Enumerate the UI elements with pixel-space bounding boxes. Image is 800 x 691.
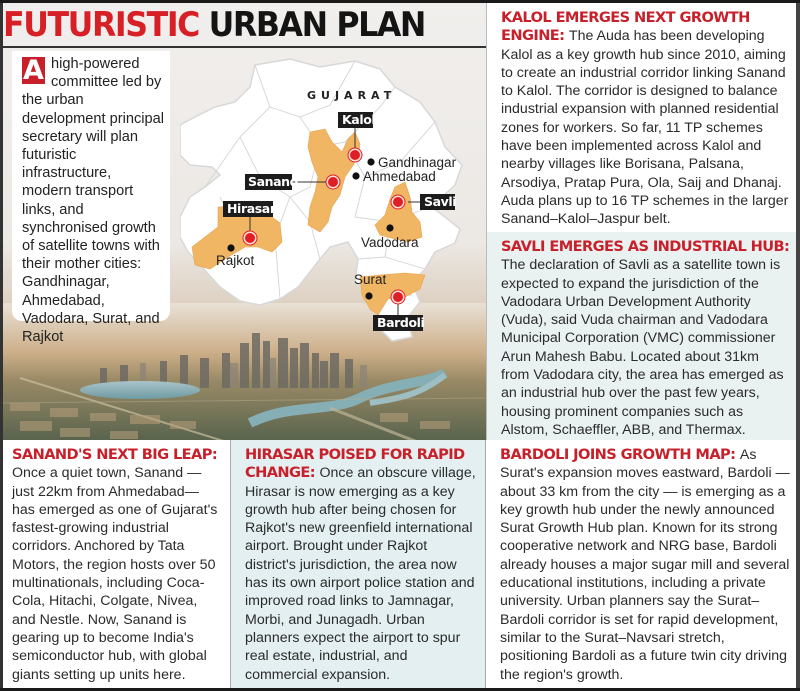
panel-bardoli <box>486 440 800 688</box>
marker-hirasar <box>243 231 257 245</box>
intro-text: high-powered committee led by the urban development principal secretary will plan futuristic infrastructure, modern transport links, and synchronised growth of satellite towns with their mother cities: Gandhinagar, Ahmedabad, Vadodara, Surat, and Rajkot <box>22 56 164 346</box>
heading-bardoli: BARDOLI JOINS GROWTH MAP: <box>500 446 740 463</box>
city-vadodara: Vadodara <box>361 235 419 250</box>
heading-savli: SAVLI EMERGES AS INDUSTRIAL HUB: <box>501 238 790 255</box>
heading-hirasar: HIRASAR POISED FOR RAPID CHANGE: <box>245 446 465 482</box>
graphic-area <box>0 3 486 440</box>
city-rajkot: Rajkot <box>216 253 255 268</box>
heading-sanand: SANAND'S NEXT BIG LEAP: <box>12 446 218 463</box>
city-gandhinagar: Gandhinagar <box>378 155 457 170</box>
marker-bardoli <box>391 290 405 304</box>
title-black-part: URBAN PLAN <box>208 5 426 45</box>
label-sanand: Sanand <box>248 174 299 189</box>
body-savli: The declaration of Savli as a satellite town is expected to expand the jurisdiction of the Vadodara Urban Development Authority (Vuda), said Vuda chairman and Vadodara Municipal Corporation (VMC) commissioner Arun Mahesh Babu. Located about 31km from Vadodara city, the area has emerged as an industrial hub over the past few years, housing prominent companies such as Alstom, Schaeffler, ABB, and Thermax. <box>501 257 784 438</box>
label-savli: Savli <box>424 194 457 209</box>
page-title <box>3 5 425 45</box>
title-red-part: FUTURISTIC <box>3 5 199 45</box>
label-kalol: Kalol <box>342 112 376 127</box>
body-hirasar: Once an obscure village, Hirasar is now emerging as a key growth hub after being chosen for Rajkot's new greenfield international airport. Brought under Rajkot district's jurisdiction, the area now has its own airport police station and improved road links to Jamnagar, Morbi, and Junagadh. Urban planners expect the airport to spur real estate, industrial, and commercial expansion. <box>245 465 476 683</box>
body-bardoli: As Surat's expansion moves eastward, Bardoli — about 33 km from the city — is emerging as a key growth hub under the newly announced Surat Growth Hub plan. Known for its strong cooperative network and NRG base, Bardoli already houses a major sugar mill and several educational institutions, including a private university. Urban planners say the Surat–Bardoli corridor is set for rapid development, similar to the Surat–Navsari stretch, positioning Bardoli as a future twin city driving the region's growth. <box>500 447 790 683</box>
dropcap: A <box>23 55 44 86</box>
title-divider <box>0 46 486 48</box>
left-border <box>0 3 3 688</box>
label-hirasar: Hirasar <box>227 201 276 216</box>
state-label-gujarat: GUJARAT <box>307 89 397 102</box>
marker-sanand <box>326 175 340 189</box>
intro-box <box>12 51 170 346</box>
body-kalol: The Auda has been developing Kalol as a key growth hub since 2010, aiming to create an industrial corridor linking Sanand to Kalol. The corridor is designed to balance industrial expansion with planned residential zones for workers. So far, 11 TP schemes have been implemented across Kalol and nearby villages like Borisana, Palsana, Arsodiya, Pratap Pura, Ola, Saij and Dhanaj. Auda plans up to 16 TP schemes in the larger Sanand–Kalol–Jaspur belt. <box>501 28 789 228</box>
gujarat-map <box>180 47 480 347</box>
panel-sanand <box>0 440 230 688</box>
heading-kalol: KALOL EMERGES NEXT GROWTH ENGINE: <box>501 9 750 45</box>
label-bardoli: Bardoli <box>377 315 425 330</box>
marker-kalol <box>348 148 362 162</box>
right-border <box>796 3 800 688</box>
panel-kalol <box>486 3 800 232</box>
body-sanand: Once a quiet town, Sanand — just 22km from Ahmedabad— has emerged as one of Gujarat's fastest-growing industrial corridors. Anchored by Tata Motors, the region hosts over 50 multinationals, including Coca-Cola, Hitachi, Colgate, Nivea, and Nestle. Now, Sanand is gearing up to become India's semiconductor hub, with global giants setting up units here. <box>12 465 218 683</box>
panel-savli <box>486 232 800 440</box>
marker-savli <box>391 195 405 209</box>
panel-hirasar <box>230 440 486 688</box>
city-ahmedabad: Ahmedabad <box>363 169 436 184</box>
city-surat: Surat <box>354 272 387 287</box>
